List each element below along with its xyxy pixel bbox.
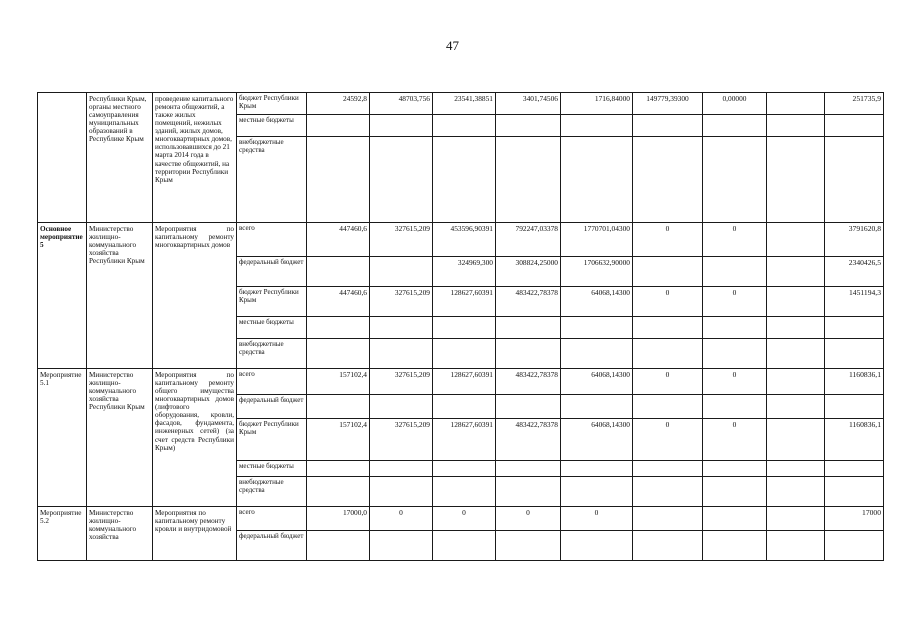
amount-cell	[703, 257, 767, 287]
executor-cell: Республики Крым, органы местного самоуправления муниципальных образований в Республике Крым	[87, 93, 153, 223]
amount-cell	[703, 115, 767, 137]
table-row	[38, 507, 884, 531]
amount-cell: 483422,78378	[496, 287, 561, 317]
amount-cell: 128627,60391	[433, 419, 496, 461]
amount-cell	[433, 531, 496, 561]
amount-cell	[307, 339, 370, 369]
amount-cell	[370, 339, 433, 369]
funding-source-cell: внебюджетные средства	[237, 339, 307, 369]
amount-cell: 157102,4	[307, 419, 370, 461]
amount-cell: 0	[370, 507, 433, 531]
total-cell: 1451194,3	[825, 287, 884, 317]
amount-cell: 447460,6	[307, 223, 370, 257]
amount-cell	[433, 461, 496, 477]
amount-cell: 327615,209	[370, 287, 433, 317]
total-cell	[825, 395, 884, 419]
amount-cell: 24592,8	[307, 93, 370, 115]
action-description-cell: Мероприятия по капитальному ремонту многоквартирных домов	[153, 223, 237, 369]
funding-source-cell: бюджет Республики Крым	[237, 419, 307, 461]
amount-cell	[307, 477, 370, 507]
amount-cell: 483422,78378	[496, 419, 561, 461]
amount-cell	[561, 531, 633, 561]
amount-cell	[307, 317, 370, 339]
amount-cell: 0	[703, 223, 767, 257]
amount-cell	[496, 115, 561, 137]
amount-cell	[496, 461, 561, 477]
page-number: 47	[446, 38, 459, 53]
amount-cell	[767, 419, 825, 461]
amount-cell: 0	[561, 507, 633, 531]
amount-cell: 0	[633, 419, 703, 461]
amount-cell: 17000,0	[307, 507, 370, 531]
funding-source-cell: местные бюджеты	[237, 115, 307, 137]
amount-cell	[370, 477, 433, 507]
amount-cell	[767, 477, 825, 507]
amount-cell	[767, 461, 825, 477]
amount-cell	[307, 257, 370, 287]
amount-cell	[767, 395, 825, 419]
total-cell: 3791620,8	[825, 223, 884, 257]
amount-cell: 1706632,90000	[561, 257, 633, 287]
amount-cell	[496, 531, 561, 561]
amount-cell	[767, 287, 825, 317]
amount-cell	[370, 115, 433, 137]
funding-source-cell: бюджет Республики Крым	[237, 287, 307, 317]
amount-cell	[433, 339, 496, 369]
amount-cell: 48703,756	[370, 93, 433, 115]
amount-cell	[633, 257, 703, 287]
amount-cell: 0	[633, 369, 703, 395]
amount-cell: 327615,209	[370, 223, 433, 257]
amount-cell	[633, 115, 703, 137]
funding-source-cell: федеральный бюджет	[237, 531, 307, 561]
action-description-cell: Мероприятия по капитальному ремонту общего имущества многоквартирных домов (лифтового оборудования, кровли, фасадов, фундамента, инженерных сетей) (за счет средств Республики Крым)	[153, 369, 237, 507]
amount-cell	[496, 395, 561, 419]
amount-cell: 0	[633, 287, 703, 317]
amount-cell: 0	[633, 223, 703, 257]
total-cell	[825, 477, 884, 507]
funding-source-cell: всего	[237, 507, 307, 531]
amount-cell	[370, 395, 433, 419]
amount-cell: 0	[703, 287, 767, 317]
funding-source-cell: бюджет Республики Крым	[237, 93, 307, 115]
amount-cell	[561, 115, 633, 137]
amount-cell: 64068,14300	[561, 419, 633, 461]
amount-cell: 447460,6	[307, 287, 370, 317]
amount-cell: 128627,60391	[433, 287, 496, 317]
amount-cell	[496, 317, 561, 339]
amount-cell	[703, 477, 767, 507]
amount-cell	[433, 477, 496, 507]
funding-source-cell: внебюджетные средства	[237, 137, 307, 223]
amount-cell	[633, 461, 703, 477]
amount-cell: 157102,4	[307, 369, 370, 395]
amount-cell	[370, 137, 433, 223]
total-cell	[825, 461, 884, 477]
action-description-cell: проведение капитального ремонта общежитий, а также жилых помещений, нежилых зданий, жилых домов, многоквартирных домов, использовавшихся до 21 марта 2014 года в качестве общежитий, на территории Республики Крым	[153, 93, 237, 223]
amount-cell	[767, 115, 825, 137]
table-row	[38, 369, 884, 395]
total-cell	[825, 531, 884, 561]
total-cell	[825, 317, 884, 339]
amount-cell: 64068,14300	[561, 369, 633, 395]
amount-cell: 1770701,04300	[561, 223, 633, 257]
amount-cell: 149779,39300	[633, 93, 703, 115]
funding-source-cell: местные бюджеты	[237, 461, 307, 477]
amount-cell: 453596,90391	[433, 223, 496, 257]
amount-cell	[370, 531, 433, 561]
amount-cell	[703, 531, 767, 561]
amount-cell	[703, 461, 767, 477]
amount-cell: 324969,300	[433, 257, 496, 287]
amount-cell	[703, 137, 767, 223]
amount-cell	[433, 395, 496, 419]
amount-cell	[561, 317, 633, 339]
funding-source-cell: федеральный бюджет	[237, 395, 307, 419]
amount-cell	[703, 507, 767, 531]
funding-source-cell: всего	[237, 223, 307, 257]
amount-cell	[767, 257, 825, 287]
amount-cell	[433, 115, 496, 137]
total-cell: 1160836,1	[825, 369, 884, 395]
amount-cell	[703, 339, 767, 369]
executor-cell: Министерство жилищно-коммунального хозяйства	[87, 507, 153, 561]
amount-cell	[703, 395, 767, 419]
amount-cell	[767, 223, 825, 257]
measure-code-cell: Мероприятие 5.2	[38, 507, 87, 561]
funding-source-cell: всего	[237, 369, 307, 395]
funding-table	[37, 92, 884, 561]
amount-cell	[370, 461, 433, 477]
amount-cell	[767, 531, 825, 561]
amount-cell: 128627,60391	[433, 369, 496, 395]
amount-cell	[767, 507, 825, 531]
amount-cell	[703, 317, 767, 339]
table-row	[38, 93, 884, 115]
amount-cell: 1716,84000	[561, 93, 633, 115]
measure-code-cell	[38, 93, 87, 223]
executor-cell: Министерство жилищно-коммунального хозяйства Республики Крым	[87, 223, 153, 369]
amount-cell: 23541,38851	[433, 93, 496, 115]
amount-cell	[767, 317, 825, 339]
amount-cell	[370, 317, 433, 339]
amount-cell	[633, 395, 703, 419]
measure-code-cell: Мероприятие 5.1	[38, 369, 87, 507]
table-row	[38, 223, 884, 257]
amount-cell	[767, 339, 825, 369]
amount-cell: 64068,14300	[561, 287, 633, 317]
amount-cell: 327615,209	[370, 419, 433, 461]
amount-cell	[561, 477, 633, 507]
amount-cell: 0	[703, 419, 767, 461]
total-cell	[825, 137, 884, 223]
amount-cell	[561, 137, 633, 223]
funding-source-cell: федеральный бюджет	[237, 257, 307, 287]
amount-cell: 0,00000	[703, 93, 767, 115]
amount-cell	[633, 137, 703, 223]
total-cell: 251735,9	[825, 93, 884, 115]
amount-cell: 0	[703, 369, 767, 395]
amount-cell: 0	[433, 507, 496, 531]
total-cell: 2340426,5	[825, 257, 884, 287]
amount-cell	[561, 461, 633, 477]
total-cell: 1160836,1	[825, 419, 884, 461]
amount-cell: 3401,74506	[496, 93, 561, 115]
amount-cell	[307, 531, 370, 561]
amount-cell	[433, 317, 496, 339]
amount-cell: 327615,209	[370, 369, 433, 395]
total-cell	[825, 115, 884, 137]
amount-cell	[633, 477, 703, 507]
amount-cell	[307, 137, 370, 223]
amount-cell: 792247,03378	[496, 223, 561, 257]
amount-cell	[433, 137, 496, 223]
amount-cell	[633, 531, 703, 561]
funding-source-cell: местные бюджеты	[237, 317, 307, 339]
amount-cell	[633, 507, 703, 531]
amount-cell	[561, 339, 633, 369]
measure-code-cell: Основное мероприятие 5	[38, 223, 87, 369]
amount-cell	[496, 339, 561, 369]
amount-cell: 483422,78378	[496, 369, 561, 395]
amount-cell	[767, 137, 825, 223]
total-cell	[825, 339, 884, 369]
amount-cell	[496, 477, 561, 507]
amount-cell	[561, 395, 633, 419]
amount-cell	[767, 93, 825, 115]
amount-cell	[767, 369, 825, 395]
amount-cell	[307, 395, 370, 419]
amount-cell	[633, 317, 703, 339]
funding-source-cell: внебюджетные средства	[237, 477, 307, 507]
amount-cell	[370, 257, 433, 287]
amount-cell	[496, 137, 561, 223]
total-cell: 17000	[825, 507, 884, 531]
amount-cell: 308824,25000	[496, 257, 561, 287]
amount-cell	[307, 461, 370, 477]
executor-cell: Министерство жилищно-коммунального хозяйства Республики Крым	[87, 369, 153, 507]
amount-cell	[307, 115, 370, 137]
action-description-cell: Мероприятия по капитальному ремонту кровли и внутридомовой	[153, 507, 237, 561]
amount-cell	[633, 339, 703, 369]
amount-cell: 0	[496, 507, 561, 531]
